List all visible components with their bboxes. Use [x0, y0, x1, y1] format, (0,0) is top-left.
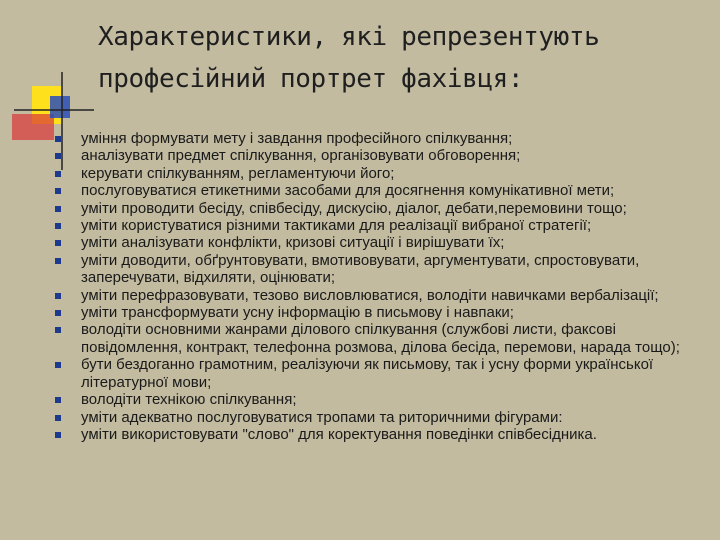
list-item	[48, 252, 716, 287]
list-item-text: уміти перефразовувати, тезово висловлюватися, володіти навичками вербалізації;	[81, 286, 659, 304]
square-bullet-icon	[55, 240, 61, 246]
list-item	[48, 217, 716, 234]
list-item	[48, 321, 716, 356]
square-bullet-icon	[55, 188, 61, 194]
list-item	[48, 304, 716, 321]
list-item-text: аналізувати предмет спілкування, організовувати обговорення;	[81, 147, 521, 165]
list-item	[48, 287, 716, 304]
list-item	[48, 200, 716, 217]
list-item-text: уміння формувати мету і завдання професійного спілкування;	[81, 130, 513, 147]
square-bullet-icon	[55, 136, 61, 142]
list-item-text: володіти технікою спілкування;	[81, 391, 297, 409]
list-item	[48, 130, 716, 147]
square-bullet-icon	[55, 432, 61, 438]
list-item	[48, 147, 716, 164]
square-bullet-icon	[55, 293, 61, 299]
list-item-text: уміти проводити бесіду, співбесіду, дискусію, діалог, дебати,перемовини тощо;	[81, 199, 627, 217]
list-item-text: бути бездоганно грамотним, реалізуючи як письмову, так і усну форми української літературної мови;	[81, 356, 654, 391]
list-item	[48, 391, 716, 408]
slide-title	[98, 16, 708, 100]
list-item	[48, 426, 716, 443]
list-item-text: уміти користуватися різними тактиками для реалізації вибраної стратегії;	[81, 217, 592, 235]
list-item	[48, 182, 716, 199]
characteristics-list	[48, 130, 716, 443]
square-bullet-icon	[55, 223, 61, 229]
list-item-text: послуговуватися етикетними засобами для досягнення комунікативної мети;	[81, 182, 615, 200]
square-bullet-icon	[55, 415, 61, 421]
list-item-text: уміти використовувати "слово" для коректування поведінки співбесідника.	[81, 425, 597, 443]
square-bullet-icon	[55, 153, 61, 159]
square-bullet-icon	[55, 171, 61, 177]
square-bullet-icon	[55, 206, 61, 212]
square-bullet-icon	[55, 258, 61, 264]
blue-square	[50, 96, 70, 118]
list-item-text: уміти адекватно послуговуватися тропами та риторичними фігурами:	[81, 408, 563, 426]
list-item-text: уміти аналізувати конфлікти, кризові ситуації і вирішувати їх;	[81, 234, 505, 252]
list-item-text: керувати спілкуванням, регламентуючи його;	[81, 164, 395, 182]
list-item	[48, 409, 716, 426]
square-bullet-icon	[55, 327, 61, 333]
list-item-text: уміти доводити, обґрунтовувати, вмотивовувати, аргументувати, спростовувати, заперечувати, відхиляти, оцінювати;	[81, 251, 640, 287]
list-item-text: уміти трансформувати усну інформацію в письмову і навпаки;	[81, 304, 514, 322]
list-item	[48, 356, 716, 391]
square-bullet-icon	[55, 362, 61, 368]
square-bullet-icon	[55, 397, 61, 403]
slide-title-line-2: професійний портрет фахівця:	[98, 64, 524, 94]
list-item	[48, 165, 716, 182]
list-item-text: володіти основними жанрами ділового спілкування (службові листи, факсові повідомлення, контракт, телефонна розмова, ділова бесіда, перемови, нарада тощо);	[81, 321, 680, 356]
list-item	[48, 234, 716, 251]
slide-title-line-1: Характеристики, які репрезентують	[98, 22, 600, 52]
square-bullet-icon	[55, 310, 61, 316]
